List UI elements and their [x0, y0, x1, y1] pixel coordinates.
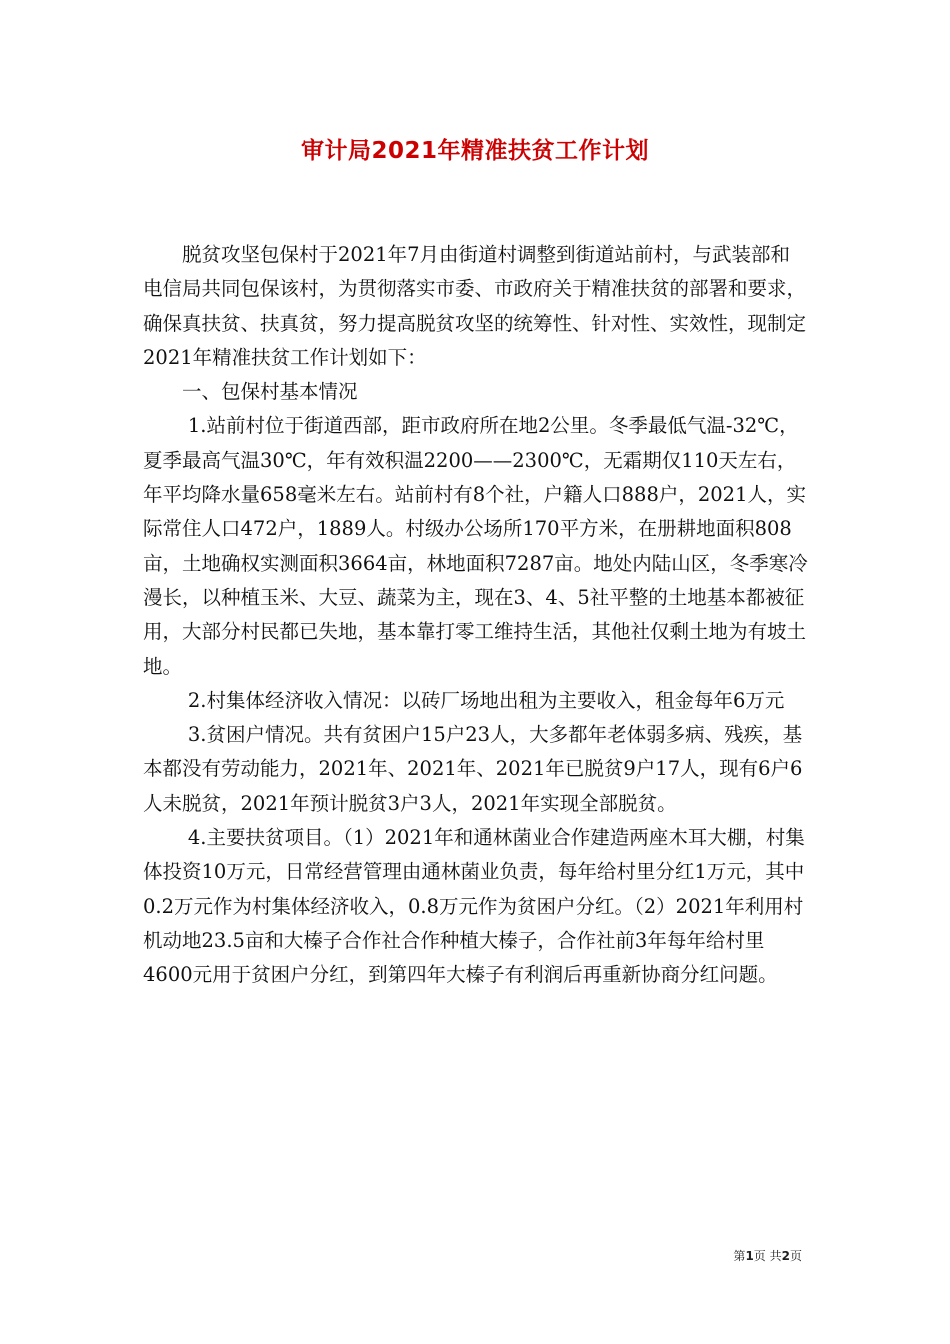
paragraph-location: 1.站前村位于街道西部，距市政府所在地2公里。冬季最低气温-32℃，夏季最高气温30℃，年有效积温2200——2300℃，无霜期仅110天左右，年平均降水量658毫米左右。站前村有8个社，户籍人口888户，2021人，实际常住人口472户，1889人。村级办公场所170平方米，在册耕地面积808亩，土地确权实测面积3664亩，林地面积7287亩。地处内陆山区，冬季寒冷漫长，以种植玉米、大豆、蔬菜为主，现在3、4、5社平整的土地基本都被征用，大部分村民都已失地，基本靠打零工维持生活，其他社仅剩土地为有坡土地。: [143, 414, 808, 678]
document-body: [143, 238, 808, 993]
document-title: 审计局2021年精准扶贫工作计划: [300, 138, 649, 164]
section-heading: 一、包保村基本情况: [182, 380, 358, 404]
page-number: [733, 1247, 802, 1264]
total-pages: 2: [781, 1249, 790, 1263]
page-prefix: 第: [733, 1249, 746, 1263]
intro-paragraph: 脱贫攻坚包保村于2021年7月由街道村调整到街道站前村，与武装部和电信局共同包保该村，为贯彻落实市委、市政府关于精准扶贫的部署和要求，确保真扶贫、扶真贫，努力提高脱贫攻坚的统筹性、针对性、实效性，现制定2021年精准扶贫工作计划如下：: [143, 243, 807, 369]
paragraph-poor-households: 3.贫困户情况。共有贫困户15户23人，大多都年老体弱多病、残疾，基本都没有劳动能力，2021年、2021年、2021年已脱贫9户17人，现有6户6人未脱贫，2021年预计脱贫3户3人，2021年实现全部脱贫。: [143, 723, 803, 815]
paragraph-income: 2.村集体经济收入情况：以砖厂场地出租为主要收入，租金每年6万元: [187, 688, 785, 712]
page-suffix: 页: [789, 1249, 802, 1263]
page-middle: 页 共: [753, 1249, 782, 1263]
paragraph-projects: 4.主要扶贫项目。（1）2021年和通林菌业合作建造两座木耳大棚，村集体投资10万元，日常经营管理由通林菌业负责，每年给村里分红1万元，其中0.2万元作为村集体经济收入，0.8万元作为贫困户分红。（2）2021年利用村机动地23.5亩和大榛子合作社合作种植大榛子，合作社前3年每年给村里4600元用于贫困户分红，到第四年大榛子有利润后再重新协商分红问题。: [143, 826, 805, 987]
current-page: 1: [745, 1249, 754, 1263]
